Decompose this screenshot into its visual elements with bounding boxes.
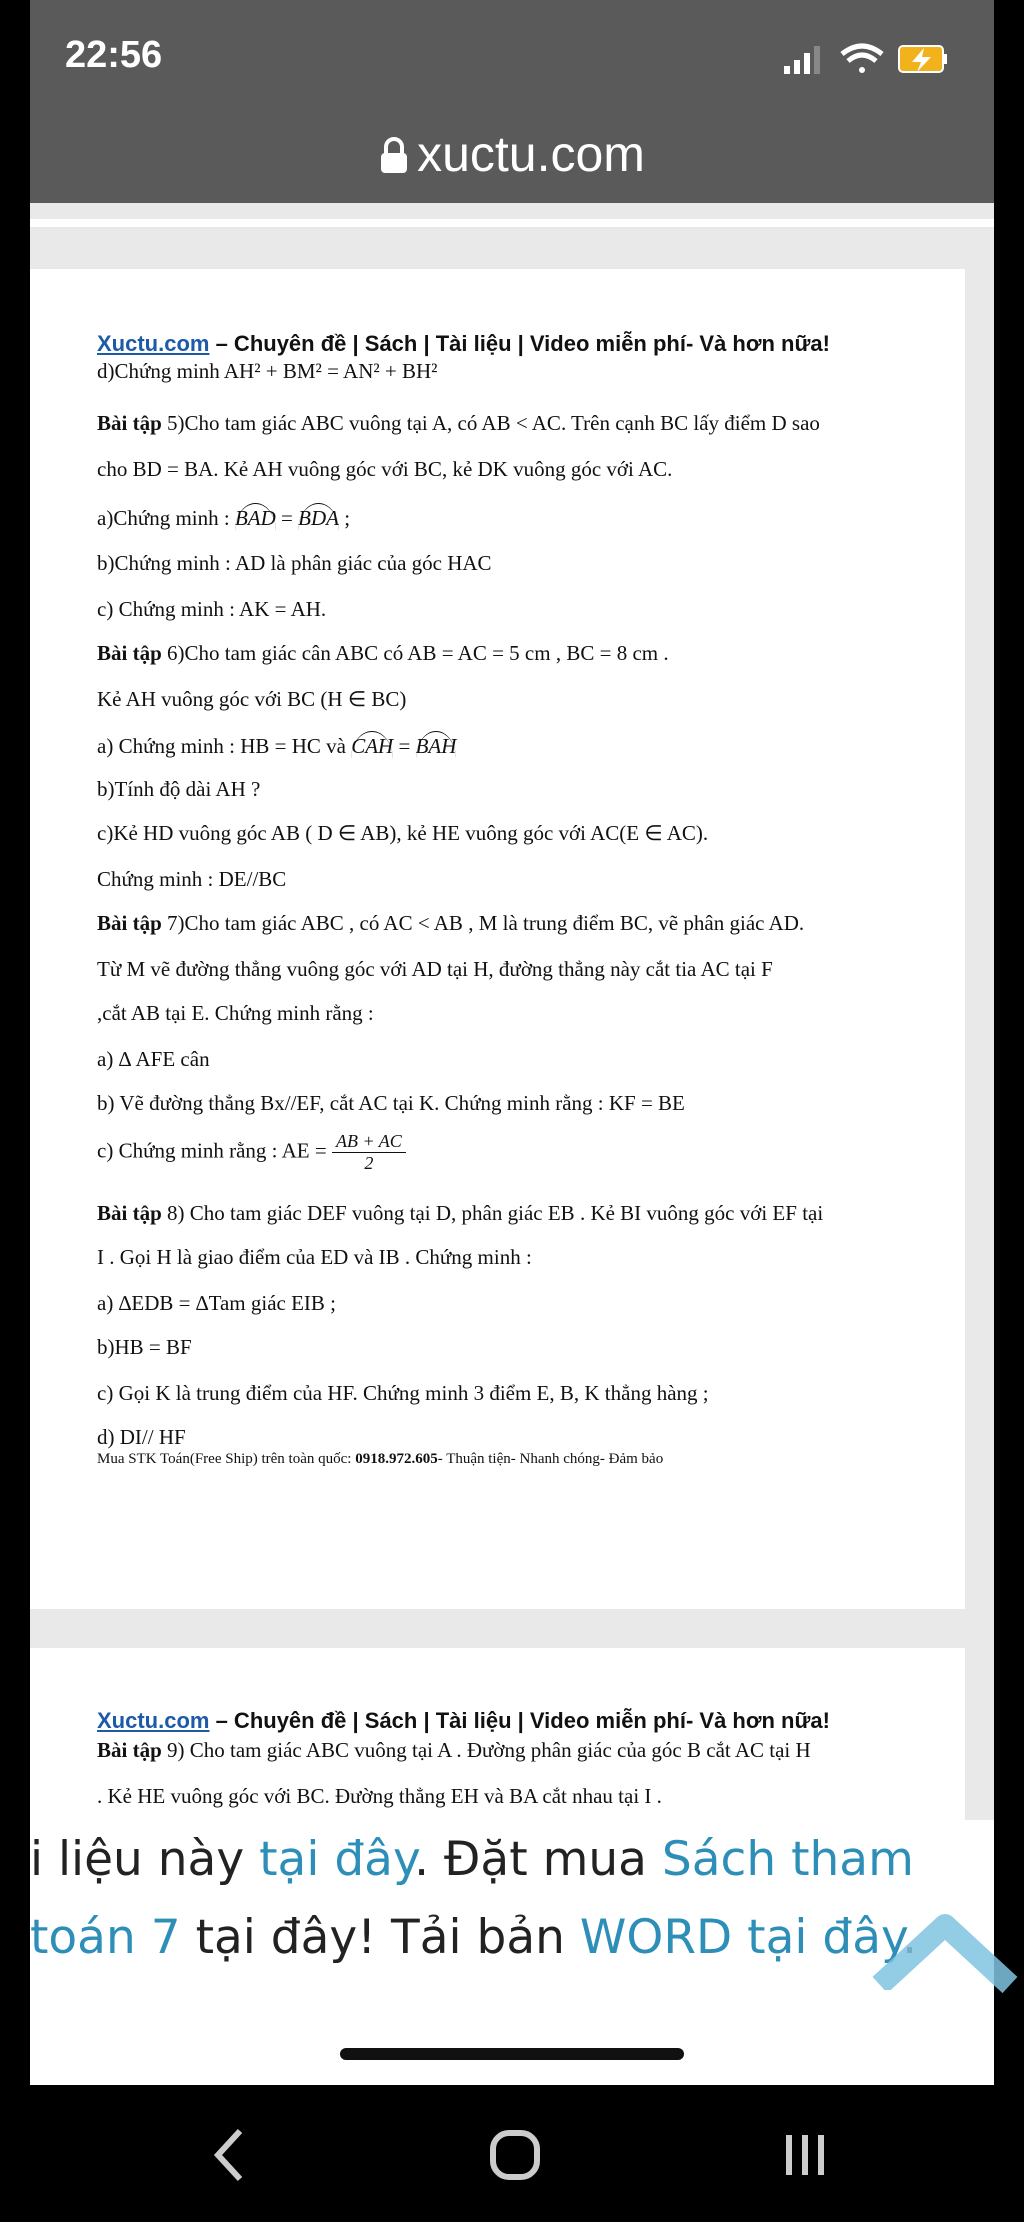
text-line: . Kẻ HE vuông góc với BC. Đường thẳng EH và BA cắt nhau tại I . bbox=[97, 1784, 662, 1808]
text-line: I . Gọi H là giao điểm của ED và IB . Chứng minh : bbox=[97, 1245, 532, 1269]
text-line: c)Kẻ HD vuông góc AB ( D ∈ AB), kẻ HE vuông góc với AC(E ∈ AC). bbox=[97, 821, 709, 845]
text-line: Bài tập 5)Cho tam giác ABC vuông tại A, có AB < AC. Trên cạnh BC lấy điểm D sao bbox=[97, 411, 820, 435]
wifi-icon bbox=[842, 46, 882, 73]
document-page-1 bbox=[30, 269, 965, 1609]
home-icon[interactable] bbox=[475, 2115, 555, 2195]
lock-icon bbox=[379, 137, 409, 175]
recent-apps-icon[interactable] bbox=[765, 2115, 845, 2195]
text-line: Kẻ AH vuông góc với BC (H ∈ BC) bbox=[97, 687, 407, 711]
text-line: b) Vẽ đường thẳng Bx//EF, cắt AC tại K. Chứng minh rằng : KF = BE bbox=[97, 1091, 685, 1115]
banner-row-2: toán 7 tại đây! Tải bản WORD tại đây. bbox=[30, 1910, 918, 1965]
system-icons bbox=[784, 40, 954, 80]
page-footer: Mua STK Toán(Free Ship) trên toàn quốc: 0918.972.605- Thuận tiện- Nhanh chóng- Đảm bảo bbox=[97, 1451, 664, 1467]
url-display[interactable] bbox=[30, 125, 994, 183]
banner-link-here[interactable]: tại đây bbox=[259, 1832, 415, 1887]
text-line: c) Gọi K là trung điểm của HF. Chứng minh 3 điểm E, B, K thẳng hàng ; bbox=[97, 1381, 709, 1405]
text-line: Bài tập 8) Cho tam giác DEF vuông tại D, phân giác EB . Kẻ BI vuông góc với EF tại bbox=[97, 1201, 824, 1225]
text-line: Bài tập 7)Cho tam giác ABC , có AC < AB , M là trung điểm BC, vẽ phân giác AD. bbox=[97, 911, 805, 935]
banner-row-1: i liệu này tại đây. Đặt mua Sách tham bbox=[30, 1832, 914, 1887]
url-bar[interactable] bbox=[30, 115, 994, 203]
page-bottom-area bbox=[30, 1990, 994, 2085]
text-line: a) ∆ AFE cân bbox=[97, 1047, 210, 1071]
text-line: ,cắt AB tại E. Chứng minh rằng : bbox=[97, 1001, 374, 1025]
document-viewer[interactable] bbox=[30, 203, 994, 2085]
text-line: a)Chứng minh : BAD = BDA ; bbox=[97, 503, 350, 531]
text-line: Chứng minh : DE//BC bbox=[97, 867, 287, 891]
text-line: c) Chứng minh : AK = AH. bbox=[97, 597, 327, 621]
text-line: cho BD = BA. Kẻ AH vuông góc với BC, kẻ DK vuông góc với AC. bbox=[97, 457, 673, 481]
text-line: b)HB = BF bbox=[97, 1335, 192, 1359]
page-header: Xuctu.com – Chuyên đề | Sách | Tài liệu | Video miễn phí- Và hơn nữa! bbox=[97, 331, 830, 356]
text-line: c) Chứng minh rằng : AE = $\frac{AB + AC}{2}$ bbox=[97, 1131, 406, 1174]
signal-icon bbox=[784, 46, 820, 74]
scroll-to-top-icon[interactable] bbox=[870, 1900, 1020, 2000]
text-line: Bài tập 6)Cho tam giác cân ABC có AB = AC = 5 cm , BC = 8 cm . bbox=[97, 641, 669, 665]
text-line: a) Chứng minh : HB = HC và CAH = BAH bbox=[97, 731, 456, 759]
site-link[interactable]: Xuctu.com bbox=[97, 1708, 210, 1733]
text-line: b)Chứng minh : AD là phân giác của góc HAC bbox=[97, 551, 492, 575]
url-text: xuctu.com bbox=[417, 126, 645, 182]
text-line: d)Chứng minh AH² + BM² = AN² + BH² bbox=[97, 359, 438, 383]
back-icon[interactable] bbox=[190, 2115, 270, 2195]
home-indicator[interactable] bbox=[340, 2048, 684, 2060]
previous-page-edge bbox=[30, 219, 994, 227]
fraction: $\frac{AB + AC}{2}$ bbox=[332, 1131, 406, 1174]
text-line: Bài tập 9) Cho tam giác ABC vuông tại A . Đường phân giác của góc B cắt AC tại H bbox=[97, 1738, 811, 1762]
navigation-bar bbox=[0, 2085, 1024, 2222]
text-line: Từ M vẽ đường thẳng vuông góc với AD tại H, đường thẳng này cắt tia AC tại F bbox=[97, 957, 773, 981]
text-line: a) ∆EDB = ∆Tam giác EIB ; bbox=[97, 1291, 337, 1315]
site-link[interactable]: Xuctu.com bbox=[97, 331, 210, 356]
banner-link-word[interactable]: WORD tại đây bbox=[579, 1910, 903, 1965]
text-line: b)Tính độ dài AH ? bbox=[97, 777, 261, 801]
page-header: Xuctu.com – Chuyên đề | Sách | Tài liệu | Video miễn phí- Và hơn nữa! bbox=[97, 1708, 830, 1733]
battery-charging-icon bbox=[899, 46, 947, 72]
clock: 22:56 bbox=[65, 34, 163, 76]
text-line: d) DI// HF bbox=[97, 1425, 186, 1449]
banner-link-books[interactable]: Sách tham bbox=[661, 1832, 914, 1887]
status-bar bbox=[30, 0, 994, 115]
promo-banner bbox=[30, 1820, 994, 1990]
banner-link-math7[interactable]: toán 7 bbox=[30, 1910, 181, 1965]
